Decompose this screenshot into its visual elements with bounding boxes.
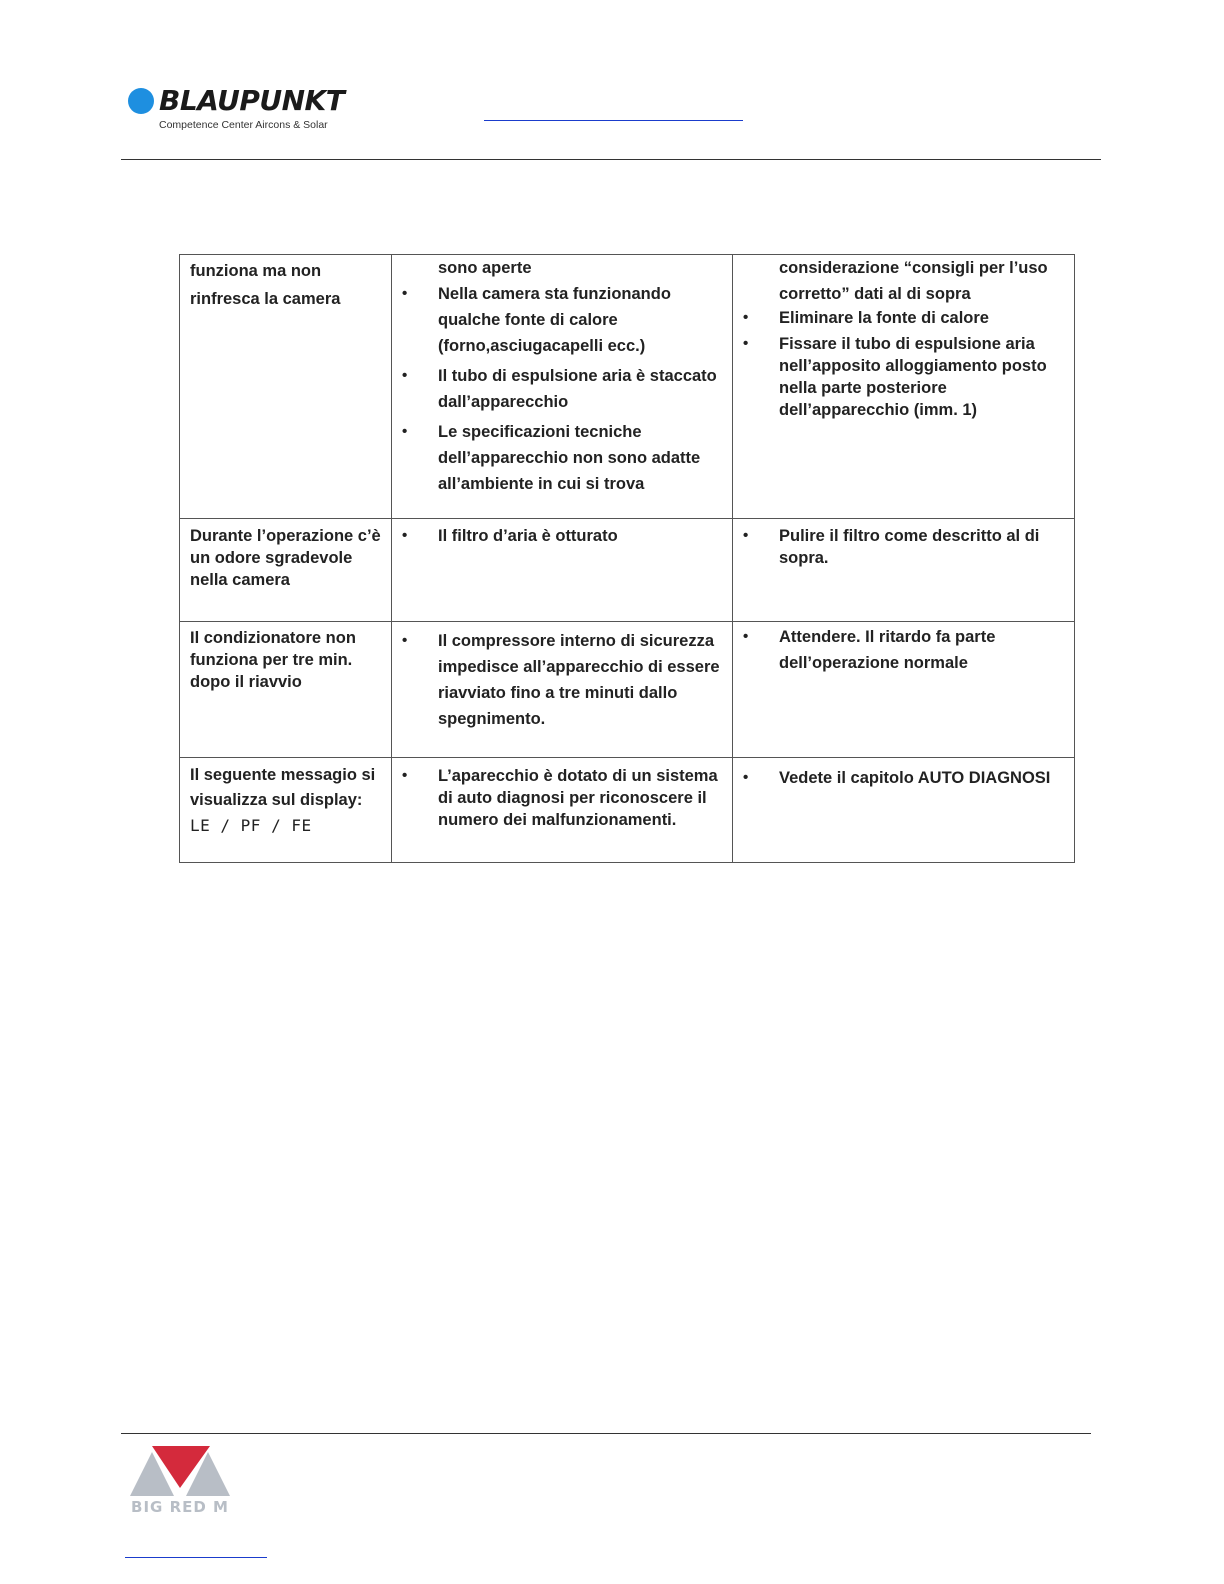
problem-text xyxy=(180,758,391,839)
display-codes: LE / PF / FE xyxy=(190,816,312,835)
problem-text: funziona ma non rinfresca la camera xyxy=(190,262,341,308)
problem-text: Durante l’operazione c’è un odore sgradevole nella camera xyxy=(190,527,381,589)
blaupunkt-logo xyxy=(128,86,344,131)
problem-cell xyxy=(180,622,392,758)
table-row xyxy=(180,622,1075,758)
problem-label: Il seguente messagio si visualizza sul display: xyxy=(190,766,376,809)
cause-list xyxy=(392,281,732,497)
cause-lead-text: sono aperte xyxy=(438,259,532,277)
cause-cell xyxy=(392,758,733,863)
cause-list xyxy=(392,622,732,732)
troubleshooting-table xyxy=(179,254,1075,863)
table-row xyxy=(180,758,1075,863)
brand-name: BLAUPUNKT xyxy=(159,84,345,117)
cause-cell xyxy=(392,519,733,622)
solution-list xyxy=(733,758,1074,791)
header-divider xyxy=(121,159,1101,160)
blaupunkt-dot-icon xyxy=(128,88,154,114)
table-row xyxy=(180,519,1075,622)
cause-list xyxy=(392,519,732,547)
solution-lead-text: considerazione “consigli per l’uso corretto” dati al di sopra xyxy=(779,259,1048,303)
list-item: • Pulire il filtro come descritto al di sopra. xyxy=(733,525,1074,569)
brand-tagline: Competence Center Aircons & Solar xyxy=(159,119,328,131)
problem-text: Il condizionatore non funziona per tre min. dopo il riavvio xyxy=(190,629,356,691)
table-row xyxy=(180,255,1075,519)
solution-cell xyxy=(733,758,1075,863)
problem-cell xyxy=(180,519,392,622)
solution-list xyxy=(733,307,1074,421)
list-item: • Il compressore interno di sicurezza impedisce all’apparecchio di essere riavviato fino a tre minuti dallo spegnimento. xyxy=(392,628,732,732)
header-link[interactable] xyxy=(484,120,743,121)
solution-cell xyxy=(733,255,1075,519)
list-item: • Vedete il capitolo AUTO DIAGNOSI xyxy=(733,765,1074,791)
list-item: • Le specificazioni tecniche dell’apparecchio non sono adatte all’ambiente in cui si trova xyxy=(392,419,732,497)
list-item: • Eliminare la fonte di calore xyxy=(733,307,1074,329)
footer-link[interactable] xyxy=(125,1557,267,1558)
problem-cell xyxy=(180,758,392,863)
problem-cell xyxy=(180,255,392,519)
list-item: • Il filtro d’aria è otturato xyxy=(392,525,732,547)
big-red-m-logo xyxy=(130,1444,230,1516)
list-item: • Nella camera sta funzionando qualche fonte di calore (forno,asciugacapelli ecc.) xyxy=(392,281,732,359)
list-item: • Fissare il tubo di espulsione aria nell’apposito alloggiamento posto nella parte posteriore dell’apparecchio (imm. 1) xyxy=(733,333,1074,421)
cause-cell xyxy=(392,255,733,519)
logo-text: BIG RED M xyxy=(131,1498,229,1516)
solution-list xyxy=(733,519,1074,569)
list-item: • L’aparecchio è dotato di un sistema di auto diagnosi per riconoscere il numero dei malfunzionamenti. xyxy=(392,765,732,831)
solution-cell xyxy=(733,622,1075,758)
solution-cell xyxy=(733,519,1075,622)
cause-list xyxy=(392,758,732,831)
list-item: • Il tubo di espulsione aria è staccato dall’apparecchio xyxy=(392,363,732,415)
solution-list xyxy=(733,622,1074,676)
list-item: • Attendere. Il ritardo fa parte dell’operazione normale xyxy=(733,624,1074,676)
footer-divider xyxy=(121,1433,1091,1434)
cause-cell xyxy=(392,622,733,758)
